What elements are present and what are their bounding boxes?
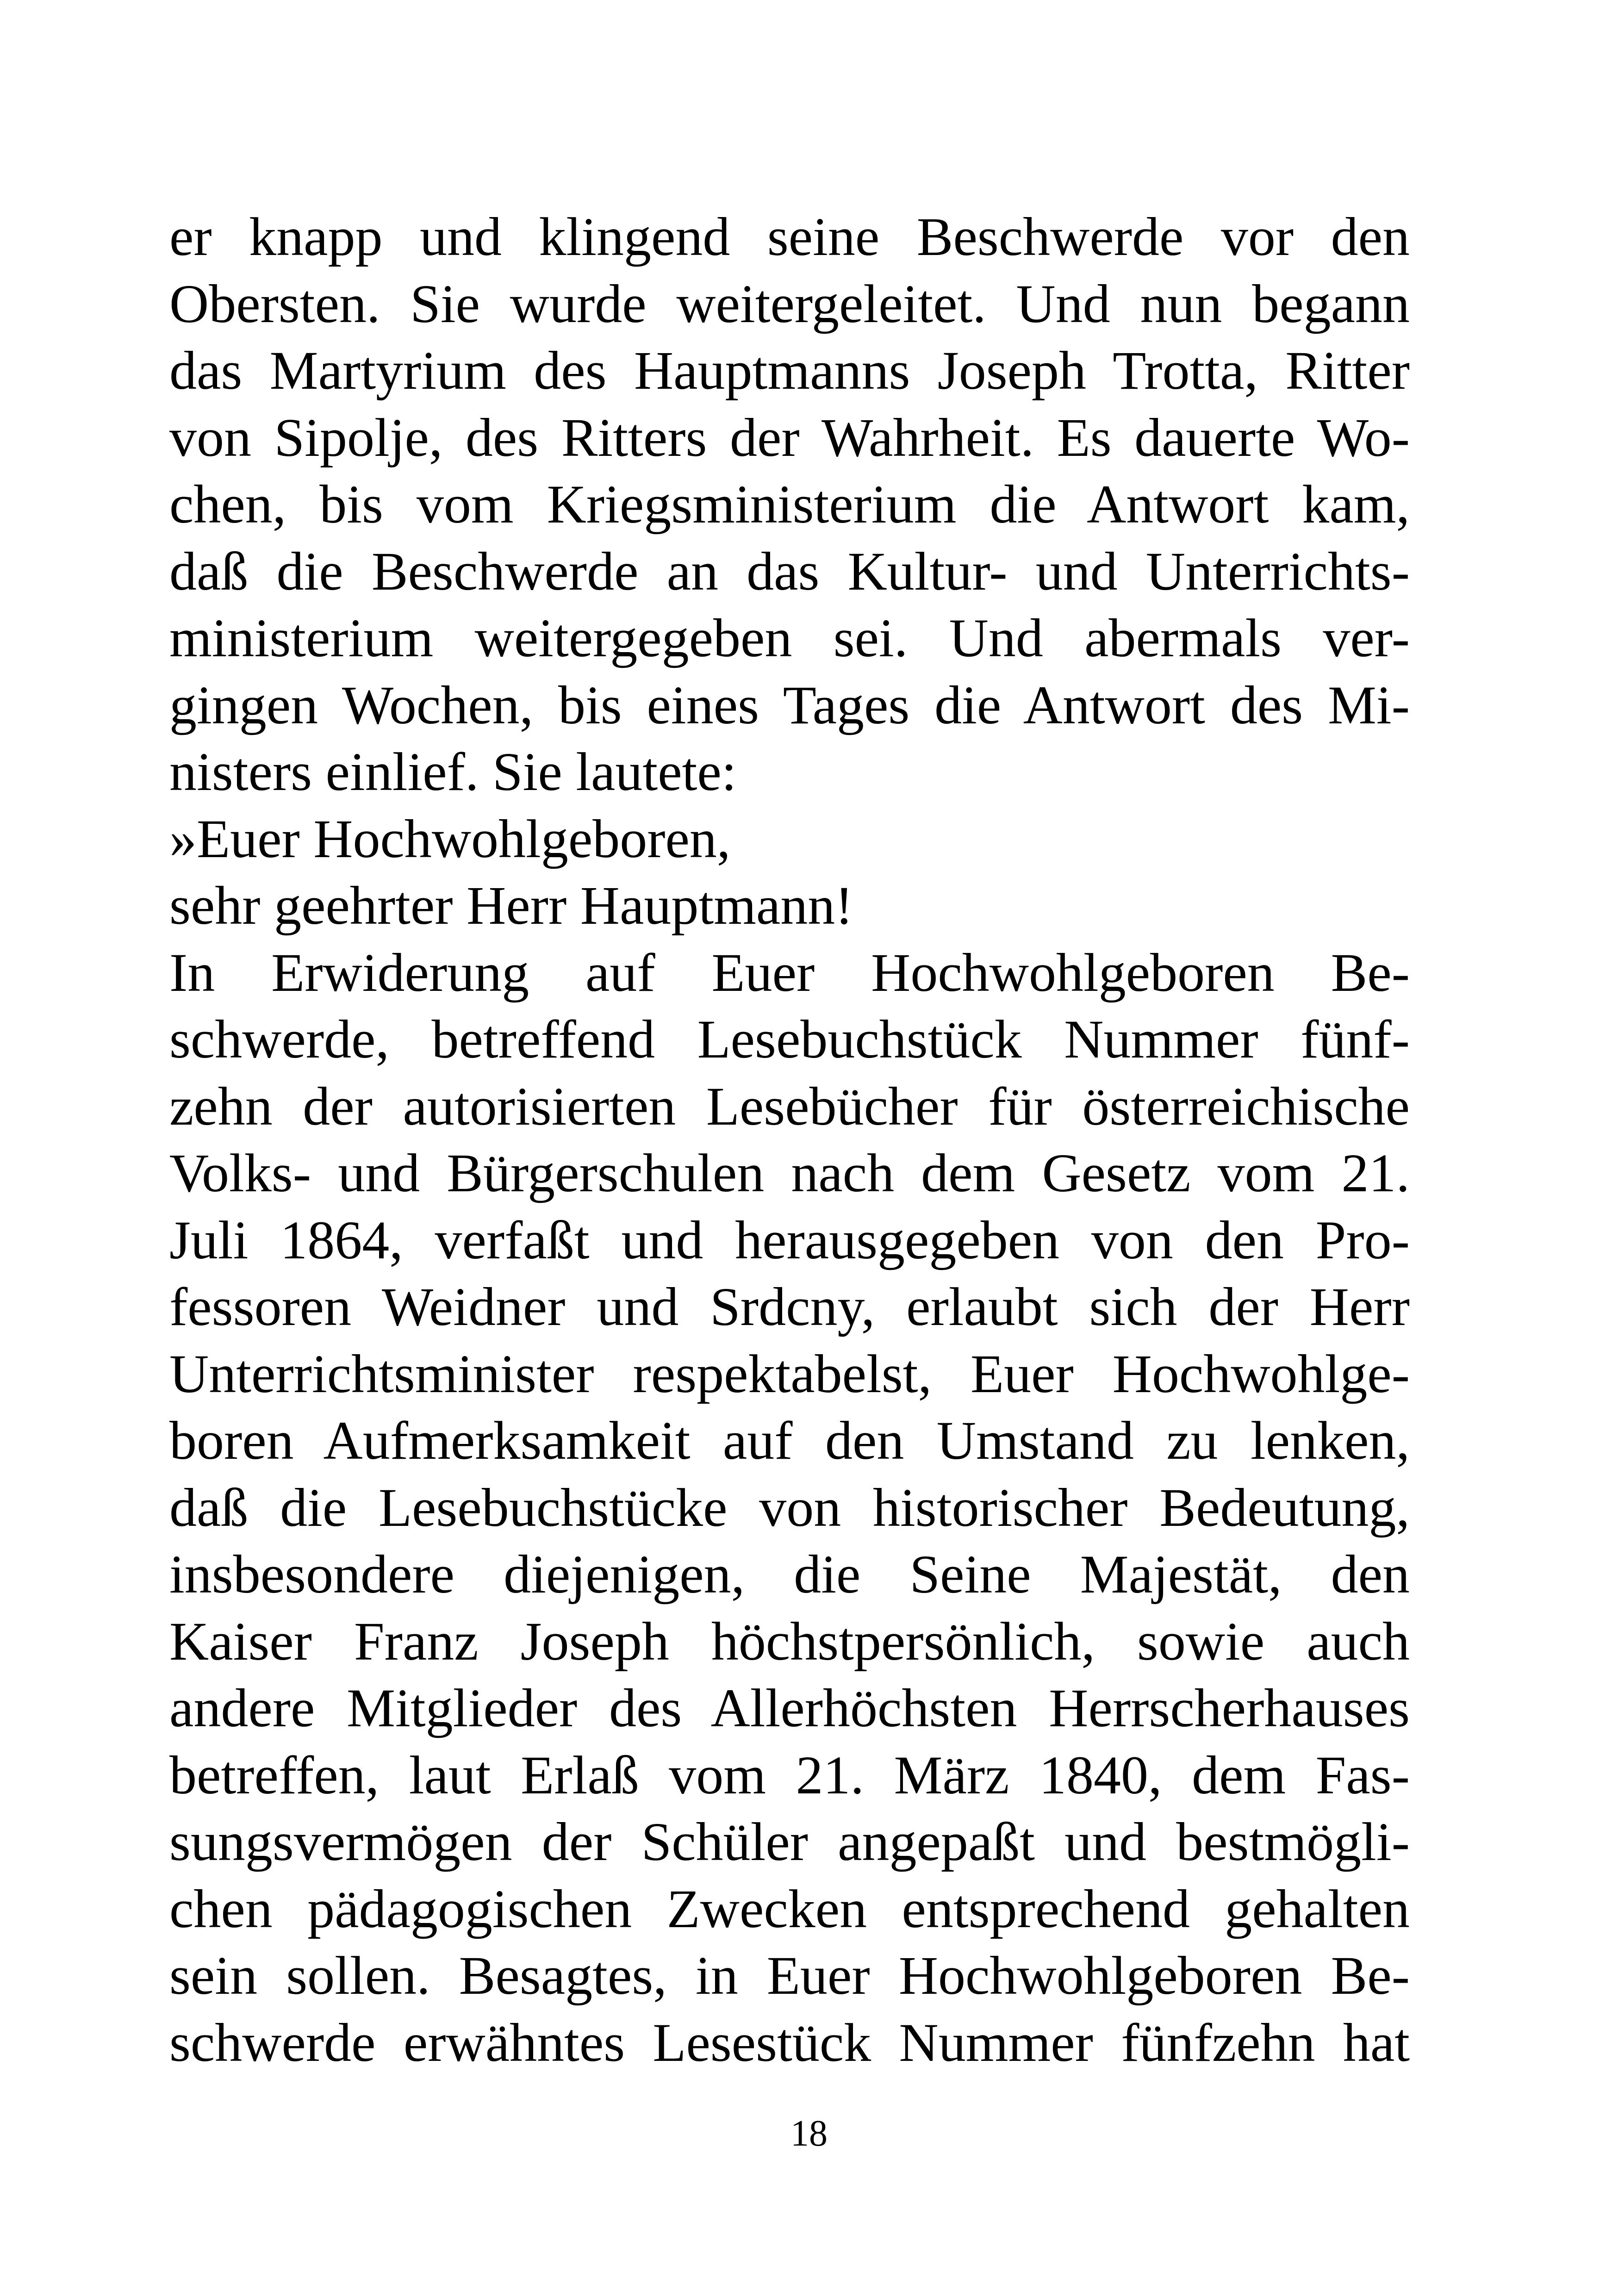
page-number: 18 — [790, 2113, 828, 2154]
text-line: daß die Lesebuchstücke von historischer Bedeutung, — [169, 1477, 1410, 1538]
text-line: sungsvermögen der Schüler angepaßt und bestmögli- — [169, 1811, 1410, 1872]
text-line: gingen Wochen, bis eines Tages die Antwort des Mi- — [169, 674, 1410, 735]
text-line: Kaiser Franz Joseph höchstpersönlich, sowie auch — [169, 1611, 1410, 1672]
text-line: daß die Beschwerde an das Kultur- und Unterrichts- — [169, 541, 1410, 602]
text-line: ministerium weitergegeben sei. Und abermals ver- — [169, 608, 1410, 668]
text-line: Volks- und Bürgerschulen nach dem Gesetz vom 21. — [169, 1143, 1410, 1203]
text-line: das Martyrium des Hauptmanns Joseph Trotta, Ritter — [169, 340, 1410, 401]
text-line: Obersten. Sie wurde weitergeleitet. Und nun begann — [169, 273, 1410, 334]
text-line: zehn der autorisierten Lesebücher für österreichische — [169, 1076, 1410, 1137]
text-line: von Sipolje, des Ritters der Wahrheit. Es dauerte Wo- — [169, 407, 1410, 468]
text-line: sehr geehrter Herr Hauptmann! — [169, 875, 853, 936]
text-line: sein sollen. Besagtes, in Euer Hochwohlgeboren Be- — [169, 1945, 1410, 2006]
text-line: chen pädagogischen Zwecken entsprechend gehalten — [169, 1878, 1410, 1939]
text-line: schwerde erwähntes Lesestück Nummer fünfzehn hat — [169, 2012, 1410, 2073]
text-line: chen, bis vom Kriegsministerium die Antwort kam, — [169, 474, 1410, 535]
text-line: »Euer Hochwohlgeboren, — [169, 808, 731, 869]
body-text — [169, 204, 1410, 2076]
text-line: andere Mitglieder des Allerhöchsten Herrscherhauses — [169, 1678, 1410, 1738]
text-line: Juli 1864, verfaßt und herausgegeben von den Pro- — [169, 1209, 1410, 1270]
text-line: In Erwiderung auf Euer Hochwohlgeboren Be- — [169, 942, 1410, 1003]
text-line: Unterrichtsminister respektabelst, Euer Hochwohlge- — [169, 1343, 1410, 1404]
text-line: fessoren Weidner und Srdcny, erlaubt sich der Herr — [169, 1276, 1410, 1337]
text-line: betreffen, laut Erlaß vom 21. März 1840, dem Fas- — [169, 1744, 1410, 1805]
text-line: schwerde, betreffend Lesebuchstück Nummer fünf- — [169, 1009, 1410, 1070]
text-line: boren Aufmerksamkeit auf den Umstand zu lenken, — [169, 1410, 1410, 1471]
text-line: er knapp und klingend seine Beschwerde vor den — [169, 206, 1410, 267]
text-line: insbesondere diejenigen, die Seine Majestät, den — [169, 1544, 1410, 1605]
text-line: nisters einlief. Sie lautete: — [169, 741, 737, 802]
